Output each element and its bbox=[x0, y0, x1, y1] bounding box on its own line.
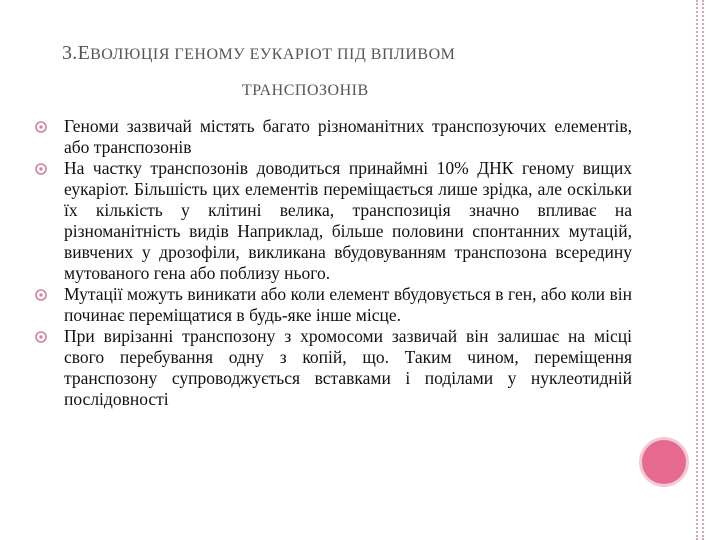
title-line-1-rest: ВОЛЮЦІЯ ГЕНОМУ ЕУКАРІОТ ПІД ВПЛИВОМ bbox=[90, 46, 456, 63]
list-item bbox=[28, 326, 632, 410]
circle-bullet-icon bbox=[34, 120, 48, 134]
list-item bbox=[28, 116, 632, 158]
list-item-text: На частку транспозонів доводиться принаймні 10% ДНК геному вищих еукаріот. Більшість цих елементів переміщається лише зрідка, але оскільки їх кількість у клітині велика, транспозиція значно впливає на різноманітність видів Наприклад, більше половини спонтанних мутацій, вивчених у дрозофіли, викликана вбудовуванням транспозона всередину мутованого гена або поблизу нього. bbox=[64, 158, 632, 283]
title-line-2: ТРАНСПОЗОНІВ bbox=[242, 82, 369, 99]
list-item bbox=[28, 284, 632, 326]
title-first-letters: 3.Е bbox=[62, 42, 91, 64]
slide-title bbox=[62, 40, 662, 102]
pink-circle-decoration bbox=[642, 440, 686, 484]
list-item-text: При вирізанні транспозону з хромосоми зазвичай він залишає на місці свого перебування одну з копій, що. Таким чином, переміщення транспозону супроводжується вставками і поділами у нуклеотидній послідовності bbox=[64, 326, 632, 409]
decorative-dotted-rule bbox=[702, 0, 704, 540]
circle-bullet-icon bbox=[34, 288, 48, 302]
list-item-text: Геноми зазвичай містять багато різноманітних транспозуючих елементів, або транспозонів bbox=[64, 116, 632, 157]
title-line-1 bbox=[62, 40, 662, 68]
list-item-text: Мутації можуть виникати або коли елемент вбудовується в ген, або коли він починає переміщатися в будь-яке інше місце. bbox=[64, 284, 632, 325]
list-item bbox=[28, 158, 632, 284]
decorative-dotted-rule bbox=[696, 0, 698, 540]
circle-bullet-icon bbox=[34, 162, 48, 176]
circle-bullet-icon bbox=[34, 330, 48, 344]
bullet-list bbox=[28, 116, 632, 410]
